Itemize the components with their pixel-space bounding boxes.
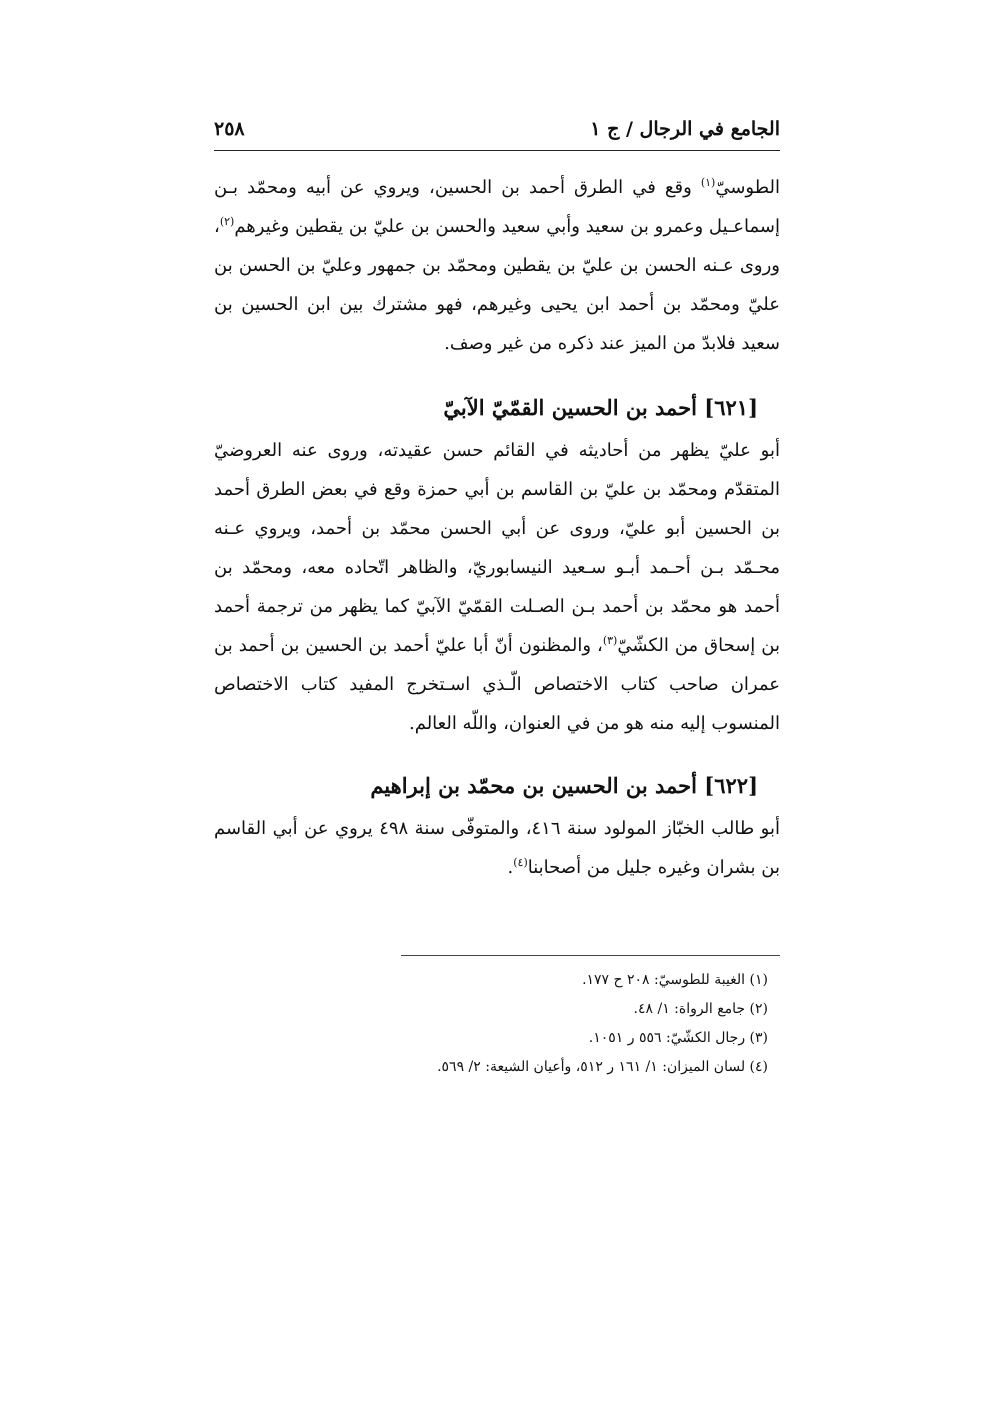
entry-text: ، والمظنون أنّ أبا عليّ أحمد بن الحسين بن أحمد بن عمران صاحب كتاب الاختصاص الّـذي اسـتخرج المفيد كتاب الاختصاص المنسوب إليه منه هو من في العنوان، واللّه العالم. [214,635,780,734]
footnote-item: (١) الغيبة للطوسيّ: ٢٠٨ ح ١٧٧. [582,972,768,988]
running-title: الجامع في الرجال / ج ١ [590,118,780,140]
footnote-divider [401,955,780,956]
intro-text: ، وروى عـنه الحسن بن عليّ بن يقطين ومحمّد بن جمهور وعليّ بن الحسن بن عليّ ومحمّد بن أحمد ابن يحيى وغيرهم، فهو مشترك بين ابن الحسين بن سعيد فلابدّ من الميز عند ذكره من غير وصف. [214,216,780,354]
entry-text: أبو عليّ يظهر من أحاديثه في القائم حسن عقيدته، وروى عنه العروضيّ المتقدّم ومحمّد بن عليّ بن القاسم بن أبي حمزة وقع في بعض الطرق أحمد بن الحسين أبو عليّ، وروى عن أبي الحسن محمّد بن أحمد، ويروي عـنه محـمّد بـن أحـمد أبـو سـعيد النيسابوريّ، والظاهر اتّحاده معه، ومحمّد بن أحمد هو محمّد بن أحمد بـن الصـلت القمّيّ الآبيّ كما يظهر من ترجمة أحمد بن إسحاق من الكشّيّ [214,440,781,656]
entry-paragraph [214,431,780,743]
entry-title: [٦٢١] أحمد بن الحسين القمّيّ الآبيّ [443,395,758,420]
page-body [214,168,780,887]
page-number: ٢٥٨ [214,118,245,140]
footnote-ref[interactable]: (٤) [513,856,528,869]
entry-text: أبو طالب الخبّاز المولود سنة ٤١٦، والمتوفّى سنة ٤٩٨ يروي عن أبي القاسم بن بشران وغيره جليل من أصحابنا [214,818,780,878]
footnote-ref[interactable]: (٣) [602,634,618,647]
page-header [214,114,780,151]
footnote-ref[interactable]: (١) [700,176,716,189]
entry-text: . [507,857,514,878]
footnotes [214,966,780,1082]
intro-text: وقع في الطرق أحمد بن الحسين، ويروي عن أبيه ومحمّد بـن إسماعـيل وعمرو بن سعيد وأبي سعيد والحسن بن عليّ بن يقطين وغيرهم [214,177,780,237]
footnote-item: (٣) رجال الكشّيّ: ٥٥٦ ر ١٠٥١. [588,1030,768,1046]
entry-title: [٦٢٢] أحمد بن الحسين بن محمّد بن إبراهيم [370,773,758,798]
intro-text: الطوسيّ [715,177,780,198]
intro-paragraph [214,168,780,363]
footnote-item: (٤) لسان الميزان: ١/ ١٦١ ر ٥١٢، وأعيان الشيعة: ٢/ ٥٦٩. [437,1059,768,1075]
footnote-item: (٢) جامع الرواة: ١/ ٤٨. [633,1001,768,1017]
footnote-ref[interactable]: (٢) [219,215,235,228]
entry-paragraph [214,809,780,887]
